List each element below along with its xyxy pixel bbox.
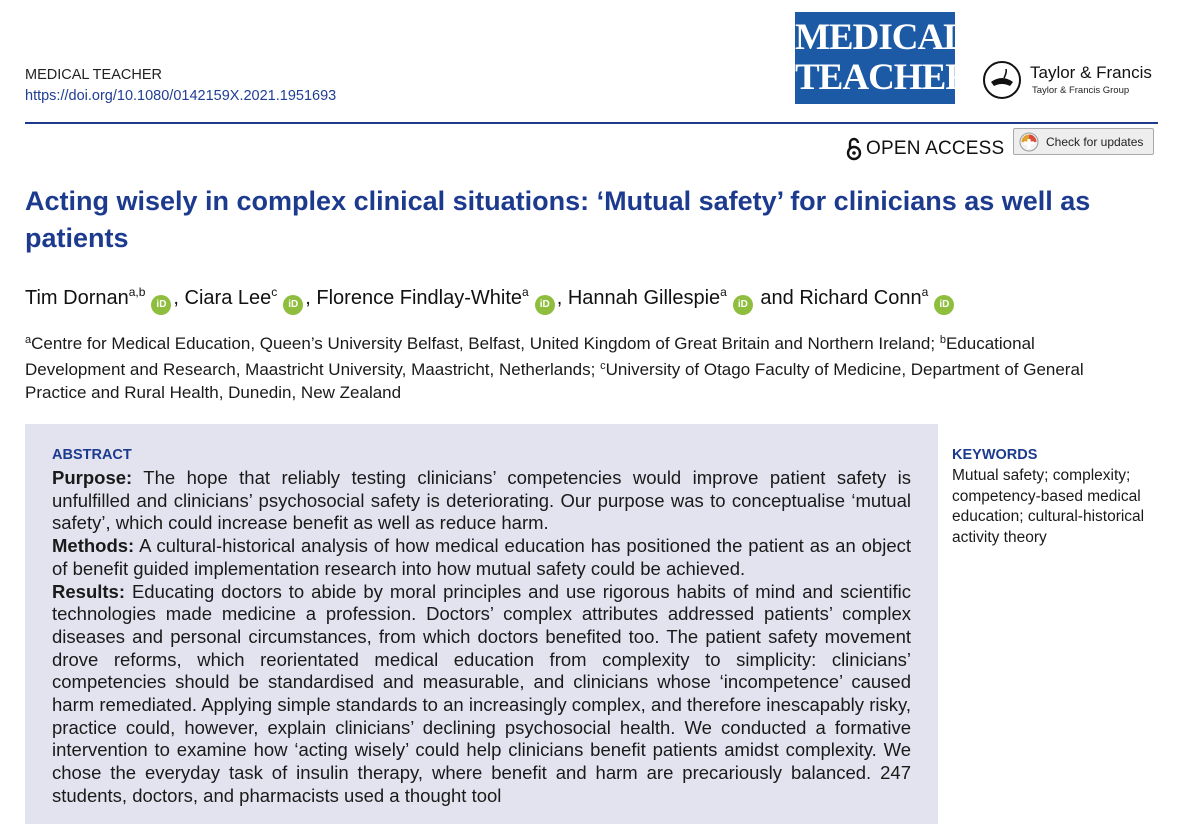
- affiliation-text: Centre for Medical Education, Queen’s University Belfast, Belfast, United Kingdom of Great Britain and Northern Ireland;: [31, 334, 940, 353]
- abstract-section: [52, 467, 911, 535]
- author-affiliation-mark: a,b: [128, 285, 146, 299]
- orcid-icon[interactable]: iD: [283, 295, 303, 315]
- publisher-logo: [982, 60, 1172, 104]
- publisher-name: Taylor & Francis: [1030, 63, 1152, 82]
- crossmark-icon: [1018, 131, 1040, 153]
- journal-name: MEDICAL TEACHER: [25, 67, 162, 83]
- orcid-icon[interactable]: iD: [934, 295, 954, 315]
- check-for-updates-button[interactable]: [1013, 128, 1154, 155]
- affiliation-text: University of Otago Faculty of Medicine, Department of General Practice and Rural Health, Dunedin, New Zealand: [25, 360, 1084, 402]
- affiliations: [25, 329, 1135, 404]
- author-name[interactable]: Ciara Lee: [184, 287, 272, 309]
- abstract-section-text: Educating doctors to abide by moral principles and use rigorous habits of mind and scientific technologies made medicine a profession. Doctors’ complex attributes addressed patients’ complex diseases and personal circumstances, from which doctors benefited too. The patient safety movement drove reforms, which reorientated medical education from complexity to simplicity: clinicians’ competencies should be standardised and measurable, and clinicians whose ‘incompetence’ caused harm remediated. Applying simple standards to an increasingly complex, and therefore inescapably risky, practice could, however, explain clinicians’ declining psychosocial health. We conducted a formative intervention to examine how ‘acting wisely’ could help clinicians benefit patients amidst complexity. We chose the everyday task of insulin therapy, where benefit and harm are precariously balanced. 247 students, doctors, and pharmacists used a thought tool: [52, 580, 912, 806]
- affiliation-mark: b: [939, 334, 946, 346]
- author-name[interactable]: Richard Conn: [799, 287, 922, 309]
- author-list: [25, 285, 956, 315]
- open-lock-icon: [846, 137, 862, 161]
- abstract-section-text: A cultural-historical analysis of how medical education has positioned the patient as an object of benefit guided implementation research into how mutual safety could be achieved.: [52, 535, 911, 579]
- abstract-section-label: Purpose:: [52, 467, 133, 488]
- author-name[interactable]: Hannah Gillespie: [567, 287, 721, 309]
- abstract-section-text: The hope that reliably testing clinicians’ competencies would improve patient safety is unfulfilled and clinicians’ psychosocial safety is deteriorating. Our purpose was to conceptualise ‘mutual safety’, which could increase benefit as well as reduce harm.: [52, 467, 911, 534]
- check-for-updates-label: Check for updates: [1046, 134, 1144, 149]
- abstract-section-label: Results:: [52, 580, 125, 602]
- abstract-body: [52, 467, 911, 808]
- orcid-icon[interactable]: iD: [535, 295, 555, 315]
- affiliation-mark: a: [25, 334, 32, 346]
- keywords-heading: KEYWORDS: [952, 447, 1038, 463]
- orcid-icon[interactable]: iD: [151, 295, 171, 315]
- author-separator: ,: [173, 287, 185, 309]
- author-separator: ,: [556, 287, 568, 309]
- publisher-lamp-icon: [982, 60, 1022, 100]
- author-affiliation-mark: c: [271, 285, 278, 299]
- author-affiliation-mark: a: [921, 285, 929, 299]
- keywords-text: Mutual safety; complexity; competency-based medical education; cultural-historical activity theory: [952, 467, 1145, 546]
- publisher-group: Taylor & Francis Group: [1032, 85, 1130, 96]
- author-affiliation-mark: a: [522, 285, 529, 299]
- journal-logo: [795, 12, 971, 104]
- article-title: Acting wisely in complex clinical situations: ‘Mutual safety’ for clinicians as well as patients: [25, 186, 1091, 253]
- affiliation-text: Educational Development and Research, Maastricht University, Maastricht, Netherlands;: [25, 334, 1035, 379]
- journal-logo-line1: MEDICAL: [795, 17, 967, 58]
- header-rule: [25, 122, 1158, 124]
- open-access-badge: [846, 137, 1004, 161]
- doi-link[interactable]: https://doi.org/10.1080/0142159X.2021.1951693: [25, 88, 337, 104]
- author-name[interactable]: Florence Findlay-White: [316, 287, 523, 309]
- author-separator: and: [754, 287, 800, 309]
- abstract-section-label: Methods:: [52, 535, 135, 557]
- abstract-section: [52, 535, 911, 580]
- affiliation-mark: c: [600, 360, 606, 372]
- author-separator: ,: [305, 287, 317, 309]
- author-affiliation-mark: a: [720, 285, 727, 299]
- abstract-section: [52, 581, 911, 808]
- orcid-icon[interactable]: iD: [733, 295, 753, 315]
- author-name[interactable]: Tim Dornan: [25, 287, 129, 309]
- open-access-label: OPEN ACCESS: [866, 138, 1005, 159]
- journal-logo-line2: TEACHER: [795, 57, 971, 98]
- abstract-heading: ABSTRACT: [52, 447, 132, 463]
